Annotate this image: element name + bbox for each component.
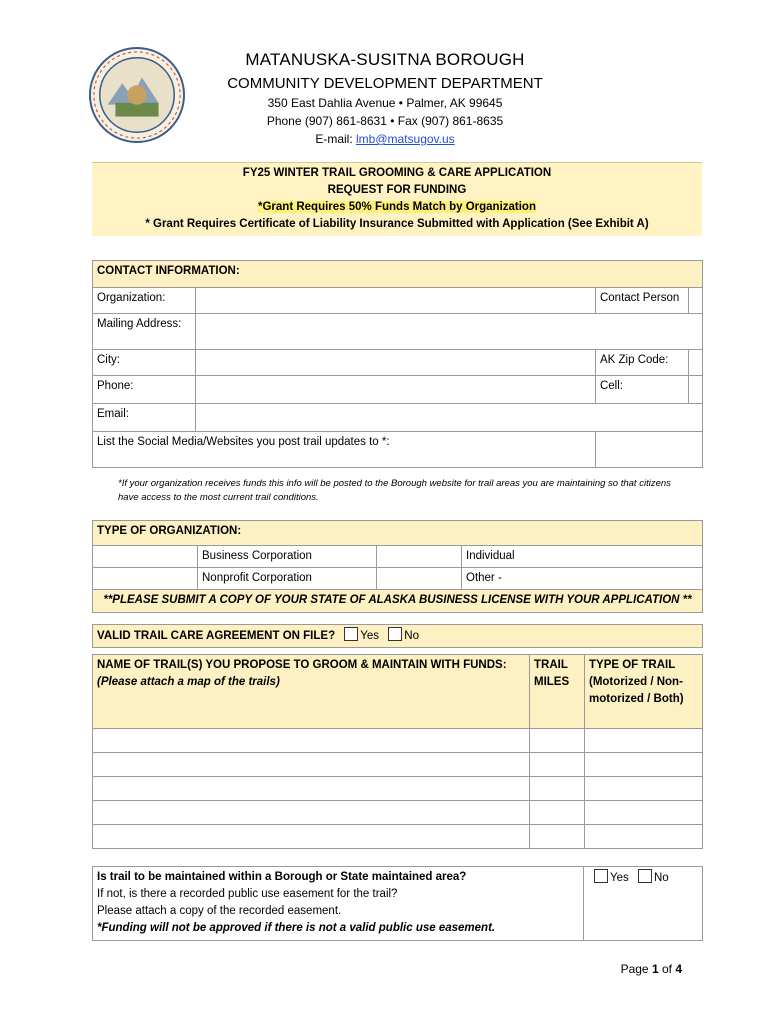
- email-line: E-mail: lmb@matsugov.us: [315, 132, 455, 146]
- cell-label: Cell:: [595, 376, 688, 404]
- match-requirement: *Grant Requires 50% Funds Match by Organization: [258, 201, 536, 213]
- trail-miles-heading: TRAIL MILES: [530, 655, 585, 729]
- business-corporation-label: Business Corporation: [198, 546, 377, 568]
- contact-table: [92, 260, 703, 468]
- city-field[interactable]: [196, 350, 596, 376]
- trail-type-heading: TYPE OF TRAIL (Motorized / Non-motorized / Both): [585, 655, 703, 729]
- agreement-yes-checkbox[interactable]: [344, 627, 358, 641]
- city-label: City:: [93, 350, 196, 376]
- contact-person-label: Contact Person: [595, 288, 688, 314]
- org-type-table: [92, 520, 703, 613]
- trail-type-field[interactable]: [585, 801, 703, 825]
- borough-name: MATANUSKA-SUSITNA BOROUGH: [245, 50, 525, 69]
- contact-person-field[interactable]: [688, 288, 702, 314]
- contact-heading: CONTACT INFORMATION:: [93, 261, 703, 288]
- zip-label: AK Zip Code:: [595, 350, 688, 376]
- address: 350 East Dahlia Avenue • Palmer, AK 99645: [267, 96, 503, 110]
- nonprofit-corporation-label: Nonprofit Corporation: [198, 568, 377, 590]
- easement-question: If not, is there a recorded public use easement for the trail?: [97, 888, 398, 900]
- mailing-address-field[interactable]: [196, 314, 703, 350]
- agreement-no-checkbox[interactable]: [388, 627, 402, 641]
- cell-field[interactable]: [688, 376, 702, 404]
- organization-label: Organization:: [93, 288, 196, 314]
- maintained-yes-checkbox[interactable]: [594, 869, 608, 883]
- maintained-yes-label: Yes: [610, 872, 629, 884]
- maintained-question: Is trail to be maintained within a Borough or State maintained area?: [97, 871, 467, 883]
- trail-miles-field[interactable]: [530, 777, 585, 801]
- maintained-area-table: [92, 866, 703, 941]
- phone-field[interactable]: [196, 376, 596, 404]
- business-checkbox-cell[interactable]: [93, 546, 198, 568]
- trail-type-field[interactable]: [585, 753, 703, 777]
- organization-field[interactable]: [196, 288, 596, 314]
- application-banner: [92, 162, 702, 236]
- agreement-question: VALID TRAIL CARE AGREEMENT ON FILE?: [97, 630, 336, 642]
- maintained-no-label: No: [653, 872, 669, 884]
- trail-type-field[interactable]: [585, 729, 703, 753]
- email-link[interactable]: lmb@matsugov.us: [356, 132, 455, 146]
- trail-miles-field[interactable]: [530, 801, 585, 825]
- insurance-requirement: * Grant Requires Certificate of Liability Insurance Submitted with Application (See Exhibit A): [145, 218, 649, 230]
- social-media-field[interactable]: [595, 432, 702, 468]
- trail-miles-field[interactable]: [530, 753, 585, 777]
- application-title: FY25 WINTER TRAIL GROOMING & CARE APPLICATION: [242, 167, 552, 179]
- agreement-no-label: No: [404, 630, 419, 642]
- trails-table: [92, 654, 703, 849]
- nonprofit-checkbox-cell[interactable]: [93, 568, 198, 590]
- trail-type-field[interactable]: [585, 825, 703, 849]
- trail-name-field[interactable]: [93, 729, 530, 753]
- page-number: Page 1 of 4: [620, 962, 682, 976]
- business-license-notice: **PLEASE SUBMIT A COPY OF YOUR STATE OF ALASKA BUSINESS LICENSE WITH YOUR APPLICATION **: [93, 590, 703, 613]
- phone-fax: Phone (907) 861-8631 • Fax (907) 861-8635: [266, 114, 504, 128]
- trail-name-field[interactable]: [93, 777, 530, 801]
- mailing-address-label: Mailing Address:: [93, 314, 196, 350]
- individual-checkbox-cell[interactable]: [377, 546, 462, 568]
- social-media-label: List the Social Media/Websites you post trail updates to *:: [93, 432, 596, 468]
- trail-type-field[interactable]: [585, 777, 703, 801]
- trail-miles-field[interactable]: [530, 729, 585, 753]
- application-subtitle: REQUEST FOR FUNDING: [327, 184, 467, 196]
- trail-name-field[interactable]: [93, 825, 530, 849]
- borough-seal-logo: [88, 46, 186, 144]
- maintained-area-questions: [93, 867, 584, 941]
- attach-easement: Please attach a copy of the recorded easement.: [97, 905, 342, 917]
- trail-name-field[interactable]: [93, 801, 530, 825]
- agreement-row: [93, 625, 703, 648]
- individual-label: Individual: [462, 546, 703, 568]
- trail-name-field[interactable]: [93, 753, 530, 777]
- phone-label: Phone:: [93, 376, 196, 404]
- zip-field[interactable]: [688, 350, 702, 376]
- agreement-table: [92, 624, 703, 648]
- maintained-no-checkbox[interactable]: [638, 869, 652, 883]
- department-name: COMMUNITY DEVELOPMENT DEPARTMENT: [227, 75, 543, 92]
- maintained-answer: [584, 867, 703, 941]
- email-label: Email:: [93, 404, 196, 432]
- email-field[interactable]: [196, 404, 703, 432]
- easement-warning: *Funding will not be approved if there is not a valid public use easement.: [97, 922, 496, 934]
- agreement-yes-label: Yes: [360, 630, 380, 642]
- other-checkbox-cell[interactable]: [377, 568, 462, 590]
- trail-name-heading: NAME OF TRAIL(S) YOU PROPOSE TO GROOM & MAINTAIN WITH FUNDS: (Please attach a map of the trails): [93, 655, 530, 729]
- org-type-heading: TYPE OF ORGANIZATION:: [93, 521, 703, 546]
- other-label: Other -: [462, 568, 703, 590]
- trail-miles-field[interactable]: [530, 825, 585, 849]
- social-media-note: *If your organization receives funds this info will be posted to the Borough website for trail areas you are maintaining so that citizens have access to the most current trail conditions.: [118, 478, 671, 503]
